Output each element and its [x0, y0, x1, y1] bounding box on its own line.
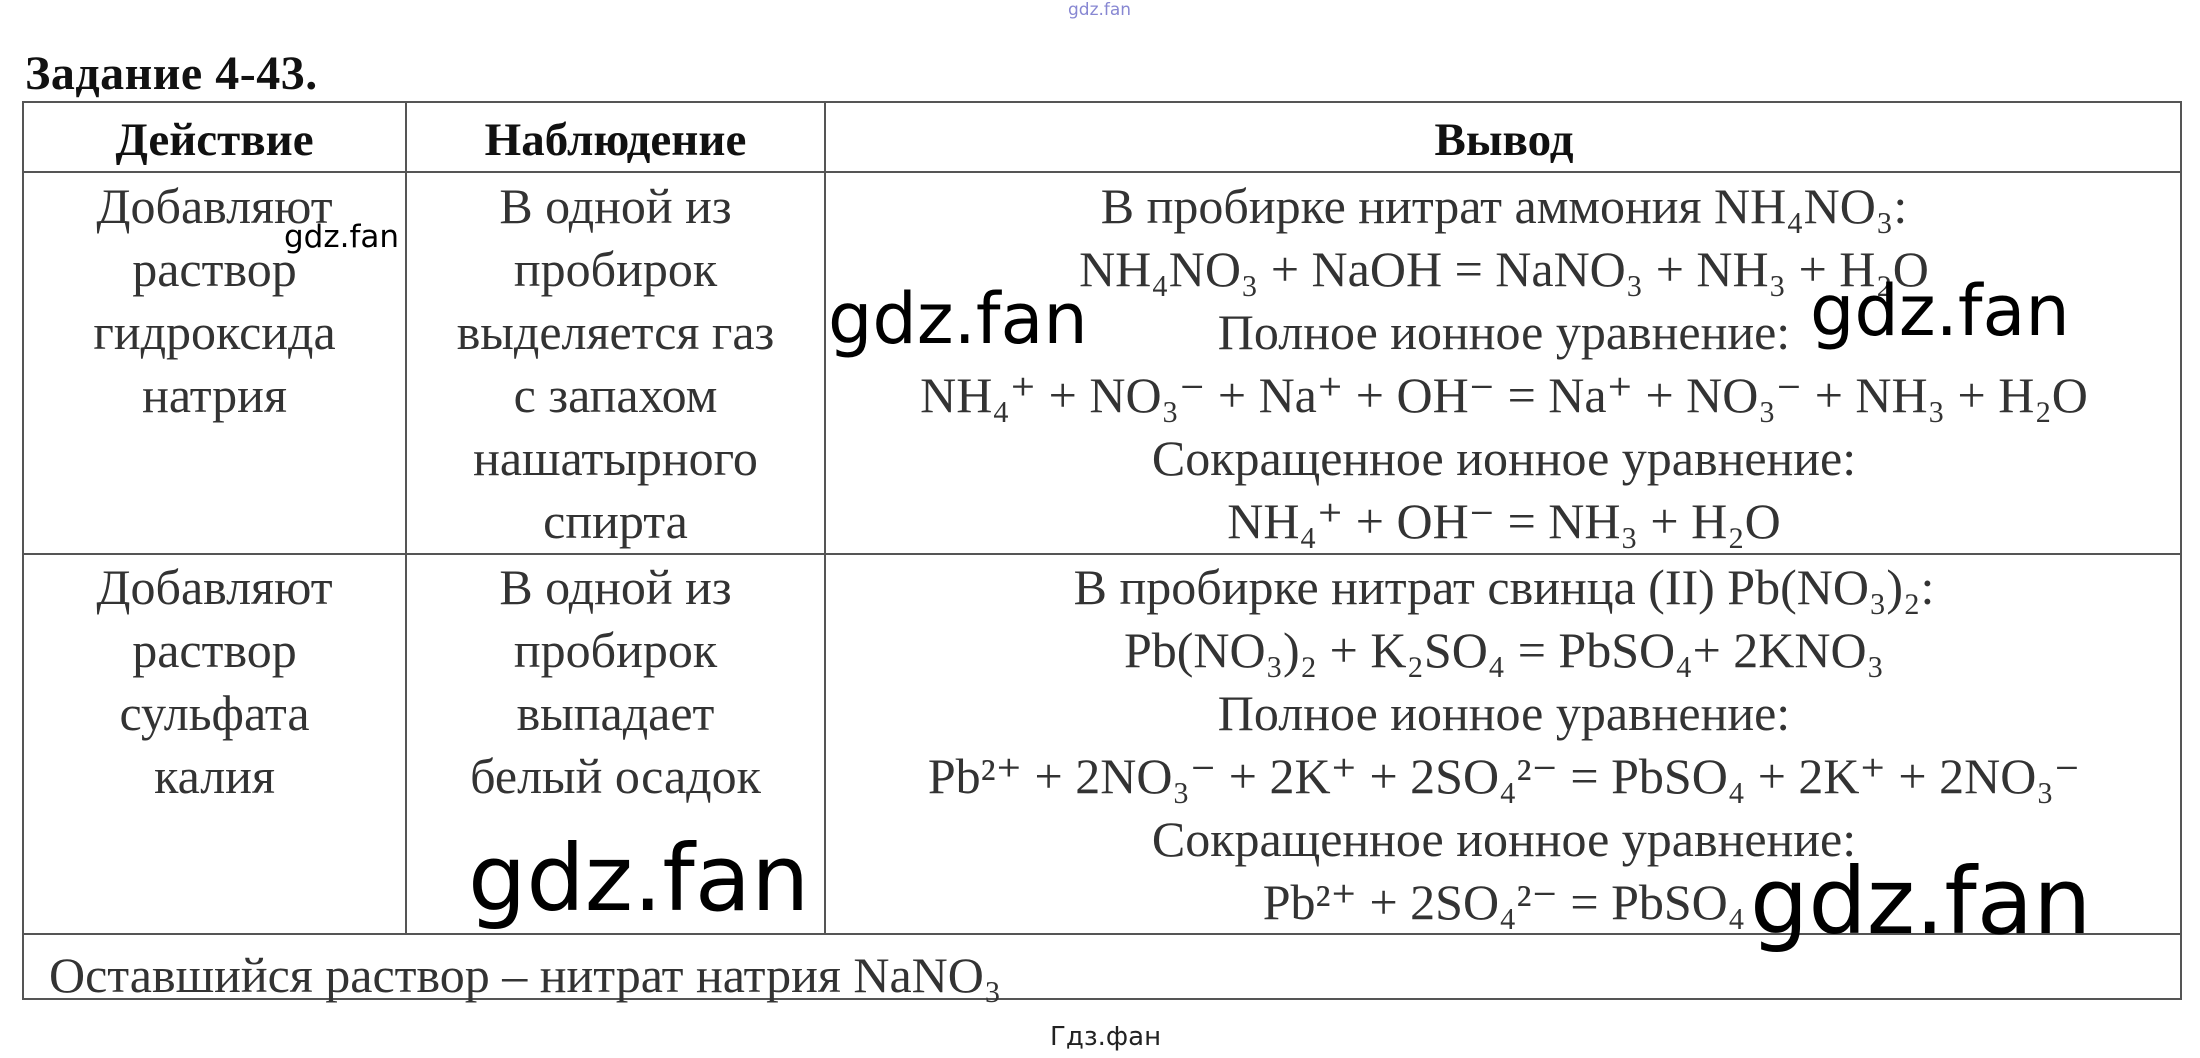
row2-action-line: калия — [154, 748, 275, 804]
row1-observation-line: нашатырного — [473, 430, 758, 486]
row2-action — [24, 556, 405, 808]
header-observation: Наблюдение — [484, 114, 747, 166]
header-action: Действие — [115, 114, 314, 166]
row1-action-line: Добавляют — [96, 178, 333, 234]
row1-conclusion-line: NH₄NO₃ + NaOH = NaNO₃ + NH₃ + H₂O — [1079, 241, 1929, 297]
row1-conclusion-line: Сокращенное ионное уравнение: — [1151, 430, 1857, 486]
top-watermark: gdz.fan — [1068, 0, 1132, 20]
row1-observation-line: пробирок — [513, 241, 718, 297]
footer-row-text: Оставшийся раствор – нитрат натрия NaNO₃ — [49, 947, 1002, 1003]
row2-observation-line: пробирок — [513, 622, 718, 678]
row1-action-line: гидроксида — [93, 304, 336, 360]
row1-conclusion-line: NH₄⁺ + NO₃⁻ + Na⁺ + OH⁻ = Na⁺ + NO₃⁻ + NH₃ + H₂O — [920, 367, 2088, 423]
row2-observation — [407, 556, 824, 808]
row2-observation-line: В одной из — [499, 559, 732, 615]
row2-conclusion-line: В пробирке нитрат свинца (II) Pb(NO₃)₂: — [1073, 559, 1935, 615]
bottom-watermark: Гдз.фан — [1050, 1022, 1162, 1052]
row2-observation-line: белый осадок — [470, 748, 761, 804]
row1-observation-line: с запахом — [513, 367, 718, 423]
watermark-large: gdz.fan — [468, 825, 810, 932]
row1-action-line: натрия — [142, 367, 287, 423]
row1-conclusion-line: Полное ионное уравнение: — [1217, 304, 1791, 360]
row1-observation-line: спирта — [543, 493, 688, 549]
row1-conclusion-line: В пробирке нитрат аммония NH₄NO₃: — [1100, 178, 1908, 234]
row2-action-line: Добавляют — [96, 559, 333, 615]
row2-conclusion-line: Сокращенное ионное уравнение: — [1151, 811, 1857, 867]
watermark: gdz.fan — [828, 278, 1088, 360]
row2-action-line: сульфата — [119, 685, 310, 741]
row-divider — [24, 553, 2180, 555]
watermark: gdz.fan — [1810, 270, 2070, 352]
row2-conclusion-line: Pb²⁺ + 2SO₄²⁻ = PbSO₄ — [1262, 874, 1746, 930]
row2-conclusion-line: Pb(NO₃)₂ + K₂SO₄ = PbSO₄+ 2KNO₃ — [1123, 622, 1885, 678]
header-conclusion: Вывод — [1434, 114, 1574, 166]
row2-observation-line: выпадает — [516, 685, 715, 741]
watermark-small: gdz.fan — [284, 219, 400, 255]
row2-conclusion-line: Полное ионное уравнение: — [1217, 685, 1791, 741]
row1-observation — [407, 175, 824, 553]
row1-action — [24, 175, 405, 427]
row1-observation-line: выделяется газ — [456, 304, 775, 360]
row1-conclusion — [826, 175, 2182, 553]
row2-conclusion-line: Pb²⁺ + 2NO₃⁻ + 2K⁺ + 2SO₄²⁻ = PbSO₄ + 2K⁺ + 2NO₃⁻ — [927, 748, 2081, 804]
row2-action-line: раствор — [132, 622, 297, 678]
task-title: Задание 4-43. — [25, 47, 318, 100]
row1-observation-line: В одной из — [499, 178, 732, 234]
row1-conclusion-line: NH₄⁺ + OH⁻ = NH₃ + H₂O — [1227, 493, 1781, 549]
row1-action-line: раствор — [132, 241, 297, 297]
watermark-large: gdz.fan — [1750, 848, 2092, 955]
